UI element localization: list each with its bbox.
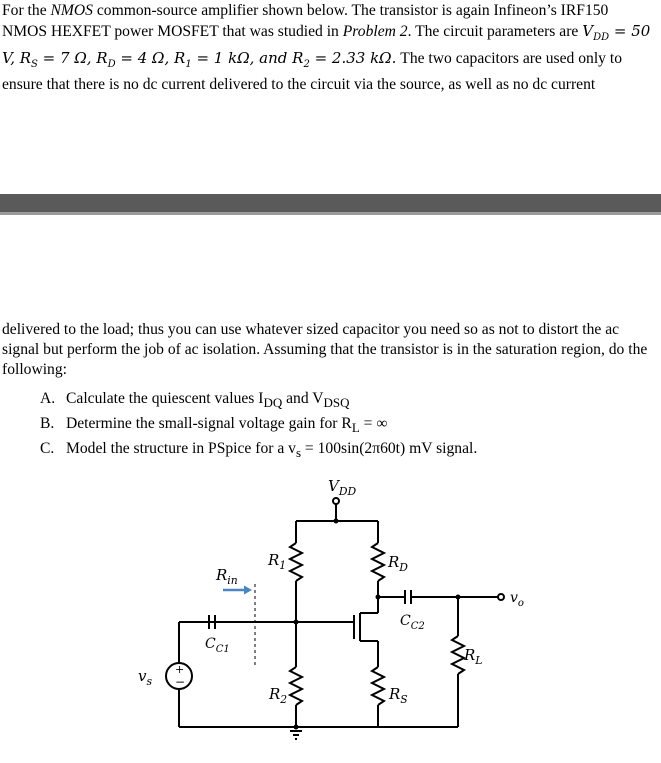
node-drain — [376, 595, 381, 600]
r1-resistor — [290, 543, 302, 581]
label-cc1: $C_{C1}$ — [205, 636, 230, 655]
emphasis-problem-2: Problem 2 — [342, 23, 408, 40]
node-ground — [294, 725, 299, 730]
rd-resistor — [372, 543, 384, 581]
node-gate — [294, 620, 299, 625]
emphasis-nmos: NMOS — [50, 2, 93, 19]
paragraph-text: common-source amplifier shown below. The transistor is again Infineon’s IRF150 NMOS HEXFET power MOSFET that was studied in — [2, 2, 609, 40]
label-r1: $R_1$ — [268, 551, 287, 572]
paragraph-text: For the — [2, 2, 51, 19]
vo-terminal — [498, 594, 504, 600]
task-item: A. Calculate the quiescent values $I_{DQ}$ and $V_{DSQ}$ — [40, 390, 350, 411]
vdd-terminal — [333, 498, 339, 504]
node-out — [456, 595, 461, 600]
label-rin: $R_{in}$ — [216, 566, 238, 587]
label-rl: $R_L$ — [464, 646, 483, 667]
task-item: C. Model the structure in PSpice for a $v_s = 100\sin(2\pi 60t)$ mV signal. — [40, 440, 478, 461]
label-vs: $v_s$ — [138, 667, 153, 688]
label-r2: $R_2$ — [269, 685, 288, 706]
rin-arrowhead — [244, 586, 252, 595]
rs-resistor — [372, 667, 384, 705]
paragraph-text: . The circuit parameters are — [407, 23, 583, 40]
task-item: B. Determine the small-signal voltage gain for $R_L$ = ∞ — [40, 415, 388, 436]
problem-paragraph-2: delivered to the load; thus you can use whatever sized capacitor you need so as not to distort the ac signal but perform the job of ac isolation. Assuming that the transistor is in the saturation region, do the following: — [2, 321, 648, 378]
label-vdd: $V_{DD}$ — [328, 477, 357, 498]
label-rs: $R_S$ — [389, 685, 408, 706]
label-vo: $v_o$ — [510, 590, 524, 609]
rl-resistor — [452, 636, 464, 674]
paragraph-text: The two capacitors are used only to ensure that there is no dc current delivered to the circuit via the source, as well as no dc current — [2, 50, 622, 93]
circuit-parameters: $V_{DD} = 50$ V, $R_S = 7$ Ω, $R_D = 4$ Ω, $R_1 = 1$ kΩ, and $R_2 = 2.33$ kΩ. — [2, 22, 651, 70]
r2-resistor — [290, 667, 302, 705]
node-vdd — [334, 519, 339, 524]
label-rd: $R_D$ — [388, 553, 408, 574]
vs-minus-sign: − — [175, 675, 186, 689]
label-cc2: $C_{C2}$ — [400, 613, 425, 632]
vs-plus-sign: + — [175, 663, 185, 676]
